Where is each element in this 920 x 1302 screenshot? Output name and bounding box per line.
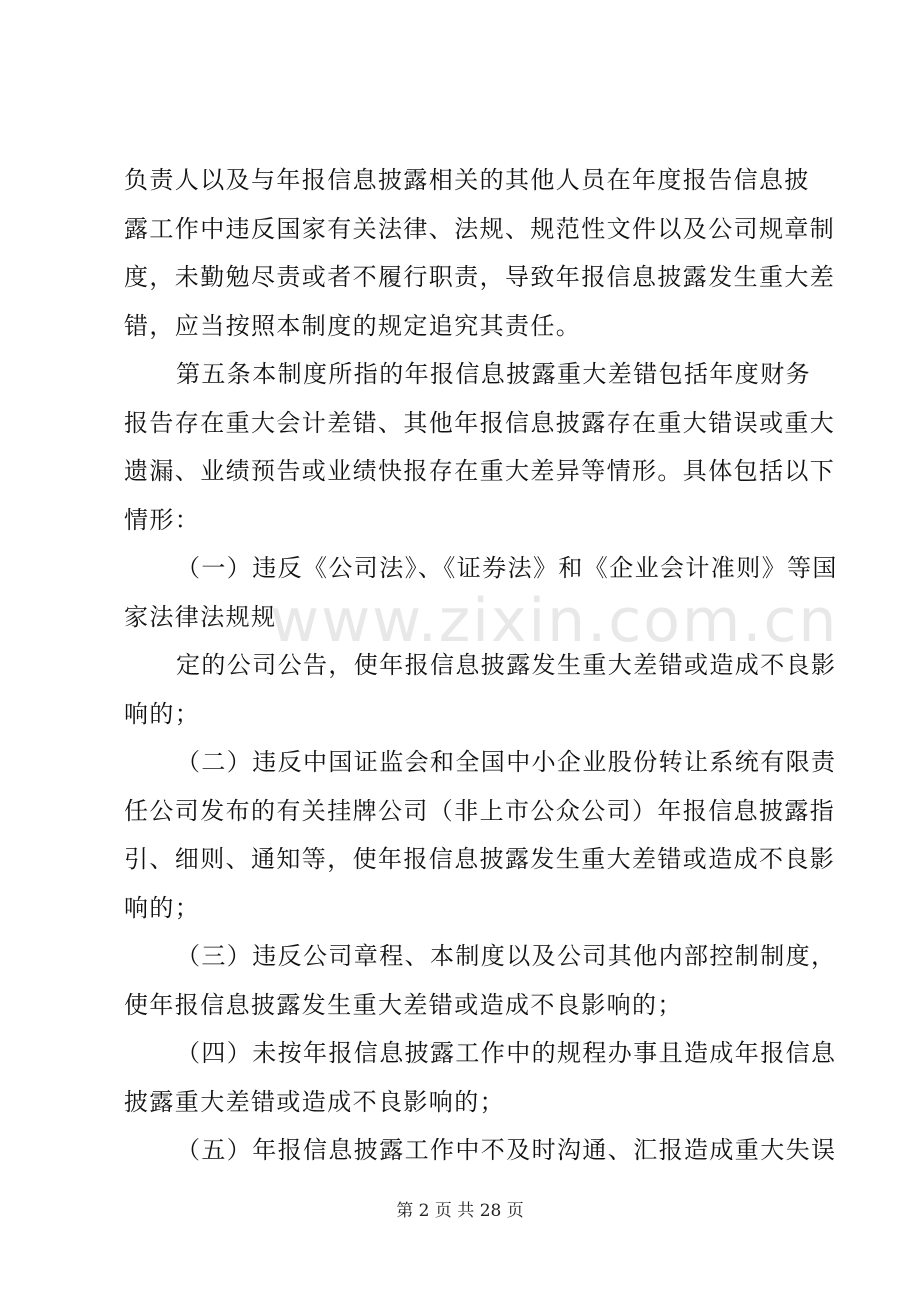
text-line: 使年报信息披露发生重大差错或造成不良影响的； <box>124 990 683 1019</box>
text-line: 情形： <box>124 505 201 534</box>
text-line: 错，应当按照本制度的规定追究其责任。 <box>124 311 582 340</box>
text-line: 度，未勤勉尽责或者不履行职责，导致年报信息披露发生重大差 <box>124 263 836 291</box>
text-line: 披露重大差错或造成不良影响的； <box>124 1087 505 1116</box>
paragraph <box>124 1029 837 1126</box>
paragraph <box>124 156 836 350</box>
page-footer: 第 2 页 共 28 页 <box>396 1201 524 1221</box>
text-line: 负责人以及与年报信息披露相关的其他人员在年度报告信息披 <box>124 166 810 194</box>
paragraph <box>124 932 837 1029</box>
text-line: 家法律法规规 <box>124 602 277 631</box>
document-body <box>124 156 838 1175</box>
text-line: 响的； <box>124 699 201 728</box>
paragraph <box>124 738 837 932</box>
text-line: （三）违反公司章程、本制度以及公司其他内部控制制度， <box>176 942 837 970</box>
text-line: 露工作中违反国家有关法律、法规、规范性文件以及公司规章制 <box>124 214 836 243</box>
text-line: 任公司发布的有关挂牌公司（非上市公众公司）年报信息披露指 <box>124 796 836 825</box>
text-line: （五）年报信息披露工作中不及时沟通、汇报造成重大失误 <box>176 1136 837 1164</box>
text-line: （四）未按年报信息披露工作中的规程办事且造成年报信息 <box>176 1039 837 1067</box>
paragraph <box>124 1126 837 1175</box>
text-line: 响的； <box>124 893 201 922</box>
paragraph <box>124 641 837 738</box>
paragraph <box>124 544 838 641</box>
text-line: 报告存在重大会计差错、其他年报信息披露存在重大错误或重大 <box>124 408 836 437</box>
text-line: 第五条本制度所指的年报信息披露重大差错包括年度财务 <box>176 360 811 388</box>
text-line: 引、细则、通知等，使年报信息披露发生重大差错或造成不良影 <box>124 845 836 873</box>
paragraph <box>124 350 836 544</box>
text-line: 定的公司公告，使年报信息披露发生重大差错或造成不良影 <box>176 651 837 679</box>
text-line: （二）违反中国证监会和全国中小企业股份转让系统有限责 <box>176 748 837 776</box>
text-line: （一）违反《公司法》、《证券法》和《企业会计准则》等国 <box>176 554 838 582</box>
watermark: www.zixin.com.cn <box>270 586 839 656</box>
text-line: 遗漏、业绩预告或业绩快报存在重大差异等情形。具体包括以下 <box>124 457 836 485</box>
